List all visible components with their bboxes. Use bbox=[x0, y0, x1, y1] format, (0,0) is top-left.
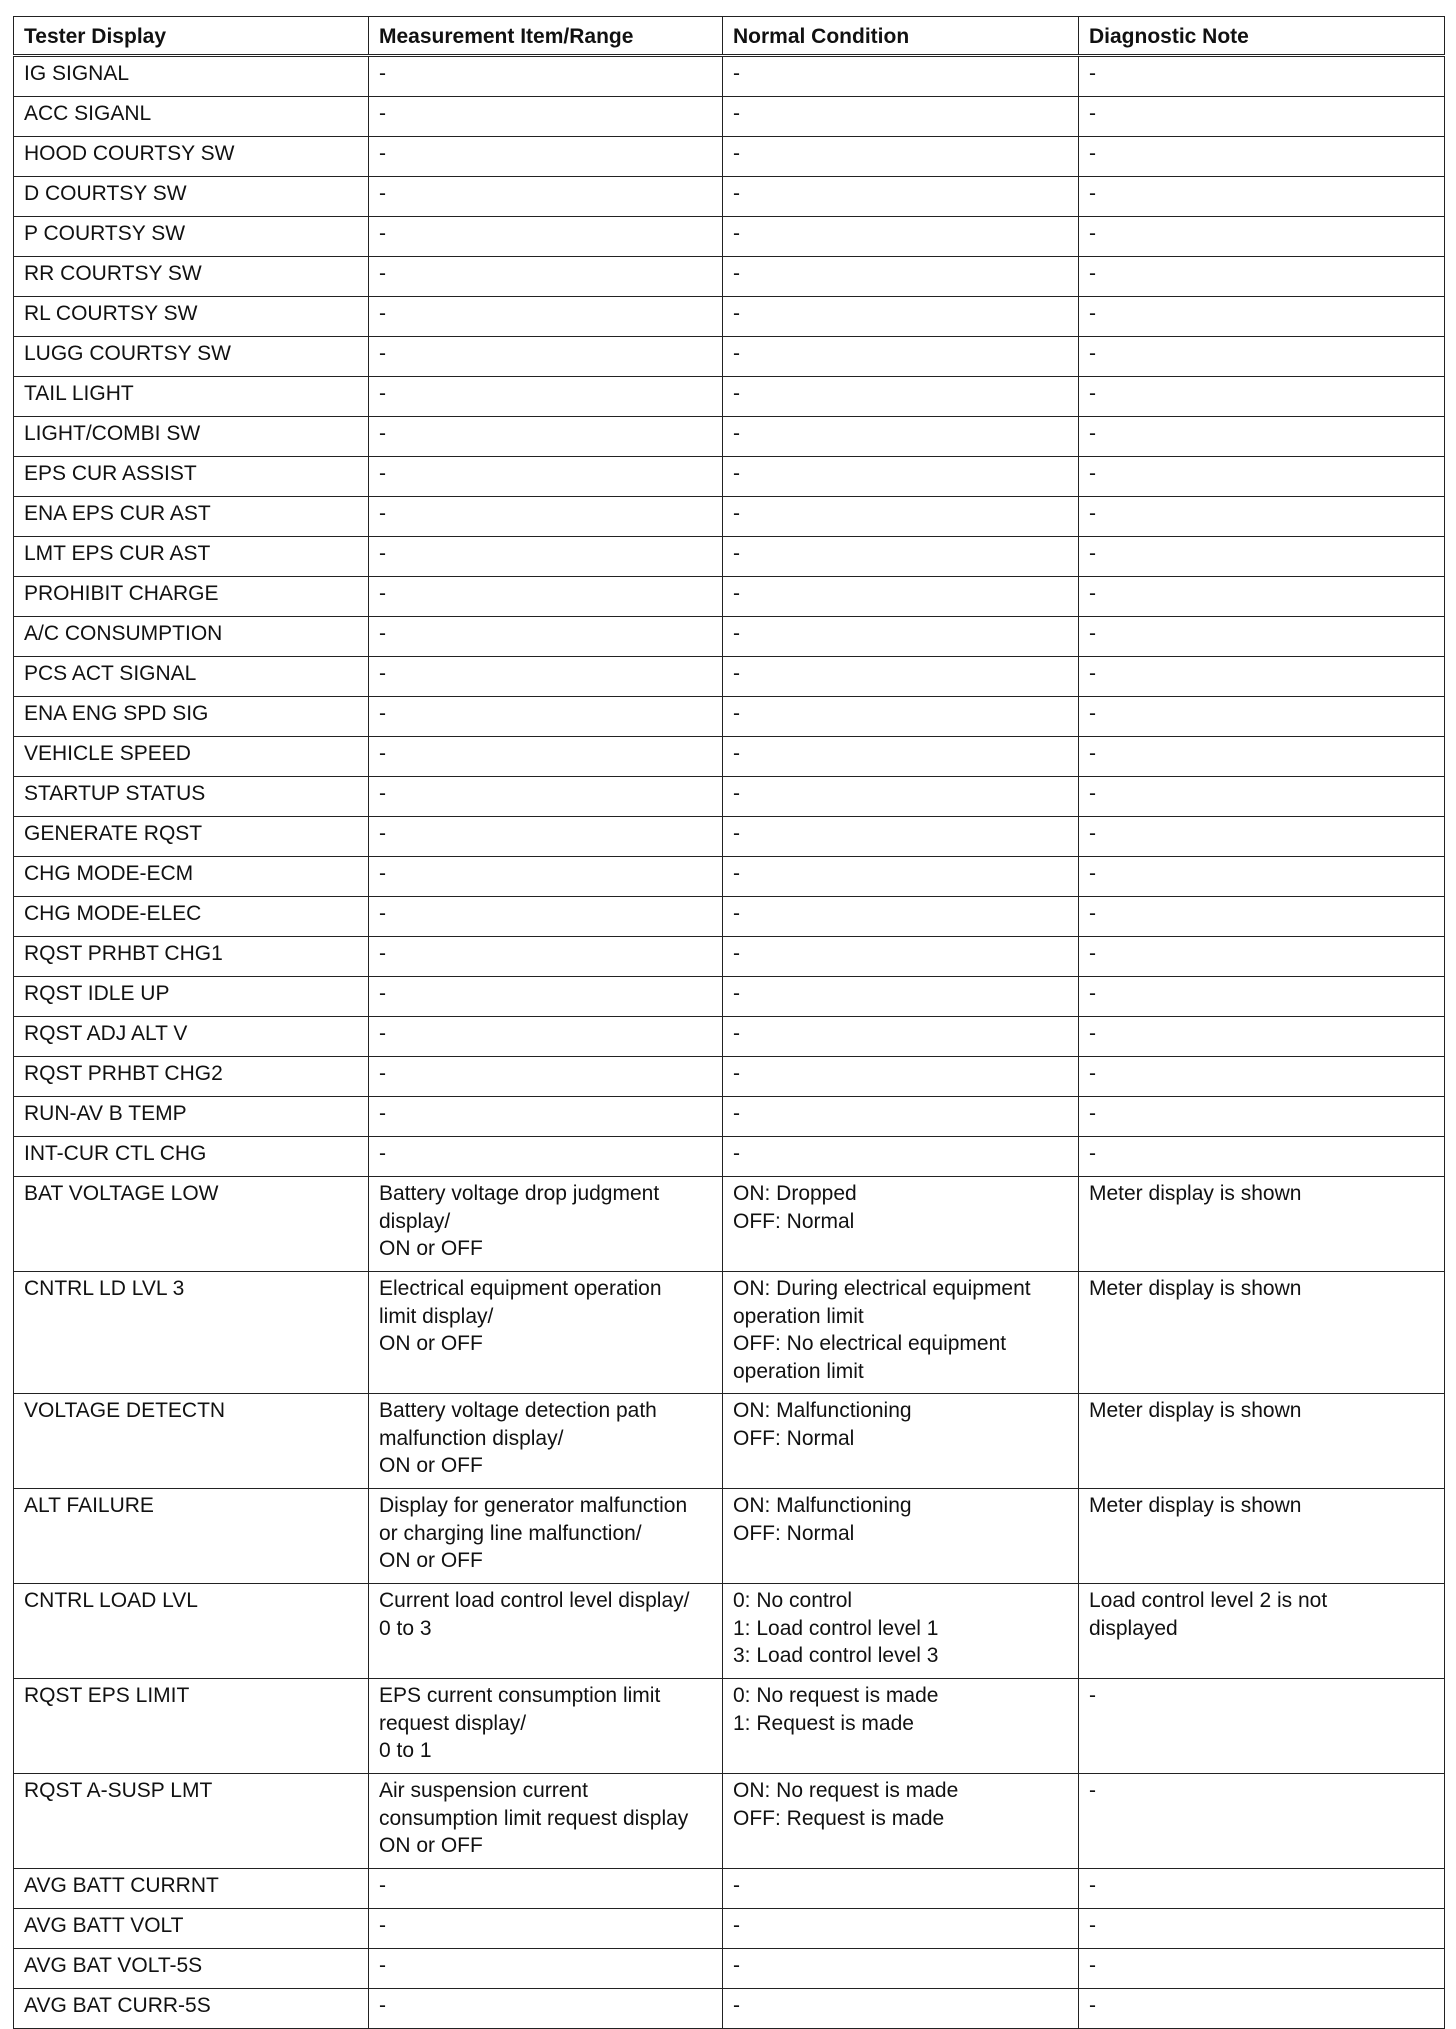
tester-display-cell: PROHIBIT CHARGE bbox=[14, 577, 369, 617]
diagnostic-note-cell: - bbox=[1079, 1949, 1445, 1989]
normal-condition-cell: ON: During electrical equipment operation limit OFF: No electrical equipment operation limit bbox=[723, 1272, 1079, 1394]
diagnostic-note-cell: - bbox=[1079, 1679, 1445, 1774]
table-row bbox=[14, 56, 1445, 97]
tester-display-cell: AVG BAT CURR-5S bbox=[14, 1989, 369, 2029]
measurement-item-range-cell: - bbox=[369, 257, 723, 297]
diagnostic-note-cell: - bbox=[1079, 56, 1445, 97]
table-row bbox=[14, 337, 1445, 377]
diagnostic-note-cell: - bbox=[1079, 1774, 1445, 1869]
normal-condition-cell: - bbox=[723, 577, 1079, 617]
measurement-item-range-cell: - bbox=[369, 137, 723, 177]
tester-display-cell: RQST PRHBT CHG2 bbox=[14, 1057, 369, 1097]
table-row bbox=[14, 1679, 1445, 1774]
table-header-row bbox=[14, 17, 1445, 56]
normal-condition-cell: 0: No request is made 1: Request is made bbox=[723, 1679, 1079, 1774]
normal-condition-cell: - bbox=[723, 1097, 1079, 1137]
tester-display-cell: CNTRL LOAD LVL bbox=[14, 1584, 369, 1679]
diagnostic-note-cell: - bbox=[1079, 497, 1445, 537]
measurement-item-range-cell: Display for generator malfunction or charging line malfunction/ ON or OFF bbox=[369, 1489, 723, 1584]
normal-condition-cell: - bbox=[723, 97, 1079, 137]
table-row bbox=[14, 1137, 1445, 1177]
normal-condition-cell: - bbox=[723, 417, 1079, 457]
diagnostic-note-cell: - bbox=[1079, 417, 1445, 457]
measurement-item-range-cell: - bbox=[369, 1057, 723, 1097]
normal-condition-cell: - bbox=[723, 1989, 1079, 2029]
measurement-item-range-cell: - bbox=[369, 177, 723, 217]
diagnostic-note-cell: - bbox=[1079, 537, 1445, 577]
table-row bbox=[14, 1489, 1445, 1584]
tester-display-cell: D COURTSY SW bbox=[14, 177, 369, 217]
diagnostic-note-cell: - bbox=[1079, 777, 1445, 817]
tester-display-cell: CNTRL LD LVL 3 bbox=[14, 1272, 369, 1394]
measurement-item-range-cell: - bbox=[369, 497, 723, 537]
diagnostic-note-cell: - bbox=[1079, 377, 1445, 417]
tester-display-cell: RQST IDLE UP bbox=[14, 977, 369, 1017]
diagnostic-note-cell: - bbox=[1079, 1989, 1445, 2029]
tester-display-cell: GENERATE RQST bbox=[14, 817, 369, 857]
tester-display-cell: ENA ENG SPD SIG bbox=[14, 697, 369, 737]
normal-condition-cell: - bbox=[723, 177, 1079, 217]
diagnostic-note-cell: - bbox=[1079, 937, 1445, 977]
tester-display-cell: VEHICLE SPEED bbox=[14, 737, 369, 777]
diagnostic-note-cell: - bbox=[1079, 617, 1445, 657]
normal-condition-cell: ON: Malfunctioning OFF: Normal bbox=[723, 1394, 1079, 1489]
tester-display-cell: CHG MODE-ELEC bbox=[14, 897, 369, 937]
table-row bbox=[14, 657, 1445, 697]
diagnostic-note-cell: - bbox=[1079, 817, 1445, 857]
table-row bbox=[14, 577, 1445, 617]
diagnostic-note-cell: - bbox=[1079, 217, 1445, 257]
normal-condition-cell: ON: Dropped OFF: Normal bbox=[723, 1177, 1079, 1272]
table-row bbox=[14, 1177, 1445, 1272]
table-row bbox=[14, 137, 1445, 177]
tester-display-cell: HOOD COURTSY SW bbox=[14, 137, 369, 177]
normal-condition-cell: - bbox=[723, 737, 1079, 777]
diagnostic-note-cell: Load control level 2 is not displayed bbox=[1079, 1584, 1445, 1679]
normal-condition-cell: - bbox=[723, 337, 1079, 377]
diagnostic-note-cell: Meter display is shown bbox=[1079, 1394, 1445, 1489]
header-measurement-item-range: Measurement Item/Range bbox=[369, 17, 723, 56]
measurement-item-range-cell: - bbox=[369, 617, 723, 657]
diagnostic-note-cell: - bbox=[1079, 897, 1445, 937]
tester-display-cell: CHG MODE-ECM bbox=[14, 857, 369, 897]
normal-condition-cell: - bbox=[723, 697, 1079, 737]
diagnostic-note-cell: - bbox=[1079, 457, 1445, 497]
measurement-item-range-cell: - bbox=[369, 857, 723, 897]
diagnostic-note-cell: - bbox=[1079, 337, 1445, 377]
diagnostic-note-cell: - bbox=[1079, 577, 1445, 617]
diagnostic-note-cell: Meter display is shown bbox=[1079, 1272, 1445, 1394]
table-row bbox=[14, 1949, 1445, 1989]
measurement-item-range-cell: - bbox=[369, 1909, 723, 1949]
tester-display-cell: BAT VOLTAGE LOW bbox=[14, 1177, 369, 1272]
measurement-item-range-cell: - bbox=[369, 377, 723, 417]
normal-condition-cell: 0: No control 1: Load control level 1 3: Load control level 3 bbox=[723, 1584, 1079, 1679]
tester-display-cell: INT-CUR CTL CHG bbox=[14, 1137, 369, 1177]
table-row bbox=[14, 617, 1445, 657]
table-row bbox=[14, 217, 1445, 257]
diagnostic-note-cell: - bbox=[1079, 257, 1445, 297]
tester-display-cell: AVG BATT VOLT bbox=[14, 1909, 369, 1949]
diagnostic-note-cell: - bbox=[1079, 1017, 1445, 1057]
tester-display-cell: IG SIGNAL bbox=[14, 56, 369, 97]
diagnostic-note-cell: - bbox=[1079, 1097, 1445, 1137]
table-row bbox=[14, 537, 1445, 577]
table-row bbox=[14, 1057, 1445, 1097]
diagnostic-note-cell: Meter display is shown bbox=[1079, 1489, 1445, 1584]
measurement-item-range-cell: - bbox=[369, 1017, 723, 1057]
table-row bbox=[14, 1869, 1445, 1909]
measurement-item-range-cell: - bbox=[369, 417, 723, 457]
measurement-item-range-cell: - bbox=[369, 457, 723, 497]
table-row bbox=[14, 1909, 1445, 1949]
tester-display-cell: AVG BAT VOLT-5S bbox=[14, 1949, 369, 1989]
measurement-item-range-cell: - bbox=[369, 1097, 723, 1137]
measurement-item-range-cell: - bbox=[369, 56, 723, 97]
measurement-item-range-cell: - bbox=[369, 977, 723, 1017]
normal-condition-cell: - bbox=[723, 1869, 1079, 1909]
table-row bbox=[14, 1584, 1445, 1679]
diagnostic-note-cell: - bbox=[1079, 297, 1445, 337]
measurement-item-range-cell: - bbox=[369, 697, 723, 737]
measurement-item-range-cell: Battery voltage detection path malfunction display/ ON or OFF bbox=[369, 1394, 723, 1489]
table-row bbox=[14, 737, 1445, 777]
measurement-item-range-cell: Current load control level display/ 0 to 3 bbox=[369, 1584, 723, 1679]
normal-condition-cell: - bbox=[723, 777, 1079, 817]
tester-display-cell: P COURTSY SW bbox=[14, 217, 369, 257]
diagnostic-note-cell: - bbox=[1079, 857, 1445, 897]
measurement-item-range-cell: - bbox=[369, 537, 723, 577]
diagnostic-note-cell: - bbox=[1079, 137, 1445, 177]
diagnostic-note-cell: - bbox=[1079, 1057, 1445, 1097]
table-row bbox=[14, 1272, 1445, 1394]
measurement-item-range-cell: - bbox=[369, 217, 723, 257]
table-row bbox=[14, 857, 1445, 897]
table-row bbox=[14, 297, 1445, 337]
table-body bbox=[14, 56, 1445, 2029]
tester-display-cell: STARTUP STATUS bbox=[14, 777, 369, 817]
measurement-item-range-cell: - bbox=[369, 1137, 723, 1177]
normal-condition-cell: - bbox=[723, 257, 1079, 297]
tester-display-cell: VOLTAGE DETECTN bbox=[14, 1394, 369, 1489]
diagnostic-note-cell: - bbox=[1079, 737, 1445, 777]
table-row bbox=[14, 1017, 1445, 1057]
diagnostic-note-cell: - bbox=[1079, 97, 1445, 137]
tester-display-cell: RL COURTSY SW bbox=[14, 297, 369, 337]
document-page bbox=[13, 16, 1444, 2029]
normal-condition-cell: - bbox=[723, 657, 1079, 697]
normal-condition-cell: - bbox=[723, 857, 1079, 897]
tester-display-cell: AVG BATT CURRNT bbox=[14, 1869, 369, 1909]
diagnostic-note-cell: - bbox=[1079, 1137, 1445, 1177]
tester-display-cell: ALT FAILURE bbox=[14, 1489, 369, 1584]
normal-condition-cell: - bbox=[723, 56, 1079, 97]
normal-condition-cell: - bbox=[723, 1137, 1079, 1177]
table-row bbox=[14, 937, 1445, 977]
table-row bbox=[14, 1394, 1445, 1489]
normal-condition-cell: - bbox=[723, 937, 1079, 977]
measurement-item-range-cell: - bbox=[369, 1869, 723, 1909]
measurement-item-range-cell: Air suspension current consumption limit request display ON or OFF bbox=[369, 1774, 723, 1869]
diagnostic-note-cell: - bbox=[1079, 657, 1445, 697]
table-row bbox=[14, 777, 1445, 817]
normal-condition-cell: ON: No request is made OFF: Request is made bbox=[723, 1774, 1079, 1869]
measurement-item-range-cell: - bbox=[369, 297, 723, 337]
table-row bbox=[14, 1097, 1445, 1137]
table-row bbox=[14, 257, 1445, 297]
normal-condition-cell: - bbox=[723, 897, 1079, 937]
tester-display-cell: LMT EPS CUR AST bbox=[14, 537, 369, 577]
normal-condition-cell: - bbox=[723, 1909, 1079, 1949]
table-row bbox=[14, 497, 1445, 537]
tester-display-cell: LUGG COURTSY SW bbox=[14, 337, 369, 377]
tester-display-cell: PCS ACT SIGNAL bbox=[14, 657, 369, 697]
measurement-item-range-cell: - bbox=[369, 97, 723, 137]
normal-condition-cell: ON: Malfunctioning OFF: Normal bbox=[723, 1489, 1079, 1584]
diagnostic-note-cell: - bbox=[1079, 1869, 1445, 1909]
measurement-item-range-cell: EPS current consumption limit request display/ 0 to 1 bbox=[369, 1679, 723, 1774]
normal-condition-cell: - bbox=[723, 497, 1079, 537]
diagnostic-data-table bbox=[13, 16, 1445, 2029]
table-row bbox=[14, 817, 1445, 857]
table-row bbox=[14, 697, 1445, 737]
measurement-item-range-cell: - bbox=[369, 737, 723, 777]
tester-display-cell: RQST EPS LIMIT bbox=[14, 1679, 369, 1774]
diagnostic-note-cell: - bbox=[1079, 1909, 1445, 1949]
tester-display-cell: RQST PRHBT CHG1 bbox=[14, 937, 369, 977]
measurement-item-range-cell: - bbox=[369, 657, 723, 697]
table-row bbox=[14, 97, 1445, 137]
measurement-item-range-cell: - bbox=[369, 937, 723, 977]
measurement-item-range-cell: Battery voltage drop judgment display/ ON or OFF bbox=[369, 1177, 723, 1272]
header-diagnostic-note: Diagnostic Note bbox=[1079, 17, 1445, 56]
measurement-item-range-cell: - bbox=[369, 1989, 723, 2029]
normal-condition-cell: - bbox=[723, 977, 1079, 1017]
measurement-item-range-cell: - bbox=[369, 337, 723, 377]
tester-display-cell: A/C CONSUMPTION bbox=[14, 617, 369, 657]
normal-condition-cell: - bbox=[723, 377, 1079, 417]
measurement-item-range-cell: - bbox=[369, 897, 723, 937]
tester-display-cell: EPS CUR ASSIST bbox=[14, 457, 369, 497]
tester-display-cell: LIGHT/COMBI SW bbox=[14, 417, 369, 457]
normal-condition-cell: - bbox=[723, 457, 1079, 497]
normal-condition-cell: - bbox=[723, 1017, 1079, 1057]
measurement-item-range-cell: - bbox=[369, 577, 723, 617]
normal-condition-cell: - bbox=[723, 537, 1079, 577]
table-row bbox=[14, 177, 1445, 217]
measurement-item-range-cell: - bbox=[369, 777, 723, 817]
normal-condition-cell: - bbox=[723, 817, 1079, 857]
measurement-item-range-cell: - bbox=[369, 1949, 723, 1989]
table-row bbox=[14, 1774, 1445, 1869]
table-row bbox=[14, 1989, 1445, 2029]
normal-condition-cell: - bbox=[723, 297, 1079, 337]
normal-condition-cell: - bbox=[723, 217, 1079, 257]
measurement-item-range-cell: - bbox=[369, 817, 723, 857]
normal-condition-cell: - bbox=[723, 137, 1079, 177]
normal-condition-cell: - bbox=[723, 1057, 1079, 1097]
diagnostic-note-cell: - bbox=[1079, 177, 1445, 217]
tester-display-cell: RUN-AV B TEMP bbox=[14, 1097, 369, 1137]
header-normal-condition: Normal Condition bbox=[723, 17, 1079, 56]
diagnostic-note-cell: Meter display is shown bbox=[1079, 1177, 1445, 1272]
table-row bbox=[14, 977, 1445, 1017]
normal-condition-cell: - bbox=[723, 617, 1079, 657]
tester-display-cell: RQST ADJ ALT V bbox=[14, 1017, 369, 1057]
tester-display-cell: RQST A-SUSP LMT bbox=[14, 1774, 369, 1869]
header-tester-display: Tester Display bbox=[14, 17, 369, 56]
diagnostic-note-cell: - bbox=[1079, 977, 1445, 1017]
tester-display-cell: RR COURTSY SW bbox=[14, 257, 369, 297]
table-row bbox=[14, 377, 1445, 417]
diagnostic-note-cell: - bbox=[1079, 697, 1445, 737]
normal-condition-cell: - bbox=[723, 1949, 1079, 1989]
tester-display-cell: ENA EPS CUR AST bbox=[14, 497, 369, 537]
measurement-item-range-cell: Electrical equipment operation limit display/ ON or OFF bbox=[369, 1272, 723, 1394]
table-row bbox=[14, 897, 1445, 937]
tester-display-cell: ACC SIGANL bbox=[14, 97, 369, 137]
table-row bbox=[14, 457, 1445, 497]
table-row bbox=[14, 417, 1445, 457]
tester-display-cell: TAIL LIGHT bbox=[14, 377, 369, 417]
